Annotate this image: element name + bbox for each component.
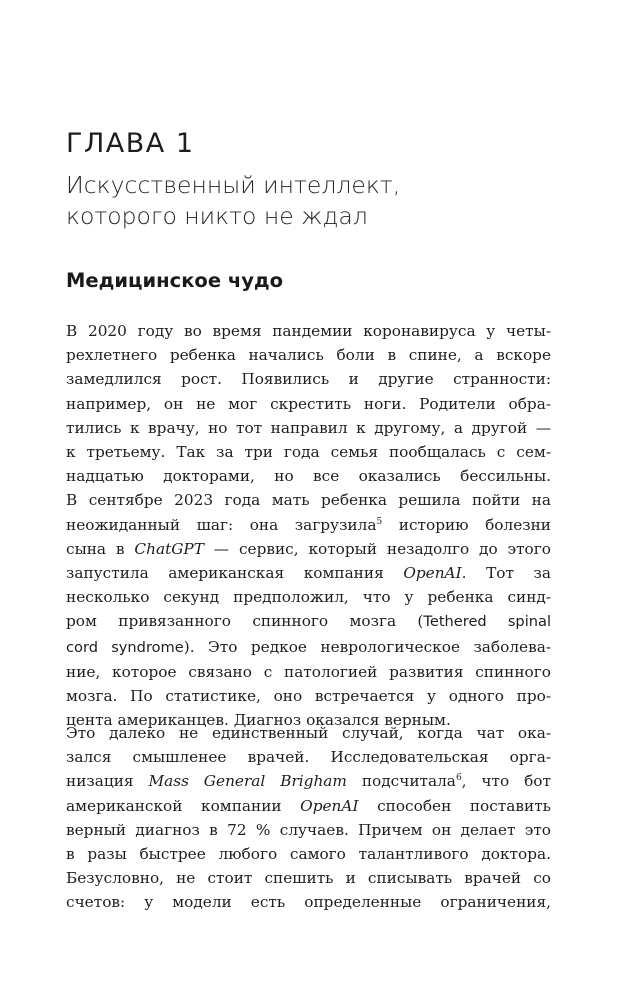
text-line: В сентябре 2023 года мать ребенка решила пойти на — [66, 491, 551, 510]
text-fragment: ром привязанного спинного мозга ( — [66, 612, 424, 631]
text-line: в разы быстрее любого самого талантливого доктора. — [66, 845, 551, 864]
text-line: тились к врачу, но тот направил к другому, а другой — — [66, 418, 551, 437]
text-line: например, он не мог скрестить ноги. Родители обра- — [66, 394, 551, 413]
text-line: к третьему. Так за три года семья пообщалась с сем- — [66, 443, 551, 462]
text-line — [66, 561, 551, 585]
text-fragment: . Тот за — [461, 564, 551, 583]
chatgpt-term: ChatGPT — [134, 539, 204, 558]
text-line: рехлетнего ребенка начались боли в спине, а вскоре — [66, 346, 551, 365]
text-line: счетов: у модели есть определенные ограничения, — [66, 893, 551, 912]
text-fragment: запустила американская компания — [66, 564, 404, 583]
mgb-term: Mass General Brigham — [148, 772, 347, 791]
text-line: В 2020 году во время пандемии коронавируса у четы- — [66, 322, 551, 340]
text-fragment: ). Это редкое неврологическое заболева- — [183, 637, 552, 656]
text-line — [66, 769, 551, 793]
text-line: Это далеко не единственный случай, когда чат ока- — [66, 724, 551, 742]
text-line: несколько секунд предположил, что у ребенка синд- — [66, 588, 551, 607]
text-line — [66, 609, 551, 634]
text-fragment: неожиданный шаг: она загрузила — [66, 515, 377, 534]
text-fragment: подсчитала — [346, 772, 456, 791]
chapter-title-line-2: которого никто не ждал — [66, 202, 368, 230]
paragraph-1 — [66, 319, 551, 732]
text-line: замедлился рост. Появились и другие странности: — [66, 370, 551, 389]
tethered-term-part-1: Tethered spinal — [423, 613, 551, 631]
openai-term: OpenAI — [403, 564, 462, 583]
section-heading: Медицинское чудо — [66, 269, 284, 292]
text-fragment: историю болезни — [382, 515, 552, 534]
text-line — [66, 537, 551, 561]
tethered-term-part-2: cord syndrome — [66, 638, 184, 656]
chapter-label: ГЛАВА 1 — [66, 128, 195, 159]
text-fragment: , что бот — [461, 772, 551, 791]
text-line: верный диагноз в 72 % случаев. Причем он делает это — [66, 820, 551, 839]
text-line: зался смышленее врачей. Исследовательская орга- — [66, 748, 551, 767]
text-line: Безусловно, не стоит спешить и списывать врачей со — [66, 869, 551, 888]
text-fragment: — сервис, который незадолго до этого — [203, 539, 551, 558]
text-line: цента американцев. Диагноз оказался верным. — [66, 711, 451, 730]
text-line: мозга. По статистике, оно встречается у одного про- — [66, 687, 551, 706]
chapter-title — [66, 170, 400, 232]
text-line: надцатью докторами, но все оказались бессильны. — [66, 467, 551, 486]
footnote-ref-5[interactable]: 5 — [376, 516, 383, 527]
text-fragment: американской компании — [66, 796, 301, 815]
text-fragment: низация — [66, 772, 149, 791]
text-fragment: способен поставить — [358, 796, 551, 815]
text-line: ние, которое связано с патологией развития спинного — [66, 662, 551, 681]
text-line — [66, 794, 551, 818]
footnote-ref-6[interactable]: 6 — [455, 773, 462, 784]
text-line — [66, 635, 551, 660]
paragraph-2 — [66, 721, 551, 915]
text-line — [66, 513, 551, 537]
chapter-title-line-1: Искусственный интеллект, — [66, 171, 401, 199]
openai-term: OpenAI — [300, 796, 359, 815]
text-fragment: сына в — [66, 539, 135, 558]
